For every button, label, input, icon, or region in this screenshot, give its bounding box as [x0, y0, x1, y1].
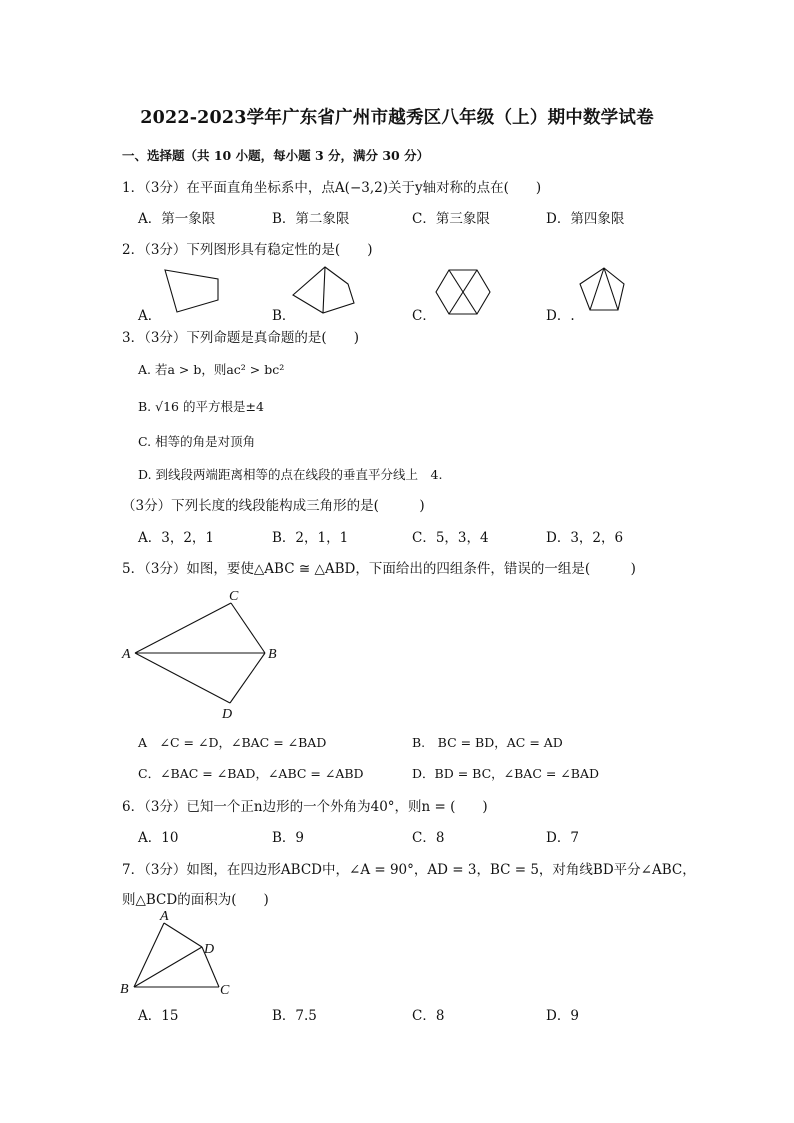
- question-5-option-a[interactable]: A ∠C = ∠D，∠BAC = ∠BAD: [138, 735, 327, 750]
- question-1-option-a[interactable]: A．第一象限: [138, 211, 216, 227]
- question-7-quadrilateral-figure: [112, 905, 242, 1000]
- question-1-option-d[interactable]: D．第四象限: [546, 211, 625, 227]
- question-6-option-a[interactable]: A．10: [138, 830, 179, 846]
- q7-label-b: B: [120, 982, 129, 997]
- q7-label-a: A: [160, 909, 169, 924]
- question-5-option-c[interactable]: C．∠BAC = ∠BAD，∠ABC = ∠ABD: [138, 766, 364, 781]
- question-4-option-c[interactable]: C．5，3，4: [412, 530, 489, 546]
- question-6-stem: 6．（3分）已知一个正n边形的一个外角为40°，则n = ( ): [122, 799, 488, 815]
- q5-label-a: A: [122, 647, 131, 662]
- question-2-option-c[interactable]: C．: [412, 308, 436, 324]
- question-2-option-b[interactable]: B．: [272, 308, 296, 324]
- question-2-option-a[interactable]: A．: [138, 308, 162, 324]
- pentagon-two-diagonals-figure: [572, 262, 632, 320]
- q5-label-c: C: [229, 589, 239, 604]
- question-5-option-d[interactable]: D．BD = BC，∠BAC = ∠BAD: [412, 766, 600, 781]
- question-1-option-c[interactable]: C．第三象限: [412, 211, 490, 227]
- question-4-stem: （3分）下列长度的线段能构成三角形的是( ): [122, 498, 425, 514]
- question-7-option-c[interactable]: C．8: [412, 1008, 445, 1024]
- question-6-option-d[interactable]: D．7: [546, 830, 579, 846]
- q5-label-b: B: [268, 647, 277, 662]
- question-6-option-c[interactable]: C．8: [412, 830, 445, 846]
- question-2-option-d[interactable]: D．.: [546, 308, 575, 324]
- question-5-kite-figure: [115, 582, 295, 722]
- question-3-option-b[interactable]: B. √16 的平方根是±4: [138, 399, 264, 414]
- question-4-option-b[interactable]: B．2，1，1: [272, 530, 349, 546]
- section-heading: 一、选择题（共 10 小题，每小题 3 分，满分 30 分）: [122, 148, 430, 163]
- question-6-option-b[interactable]: B．9: [272, 830, 305, 846]
- question-7-option-a[interactable]: A．15: [138, 1008, 179, 1024]
- q5-label-d: D: [222, 707, 233, 722]
- q7-label-c: C: [220, 983, 230, 998]
- question-5-stem: 5．（3分）如图，要使△ABC ≅ △ABD，下面给出的四组条件，错误的一组是( ): [122, 561, 636, 577]
- question-4-option-d[interactable]: D．3，2，6: [546, 530, 624, 546]
- question-3-option-c[interactable]: C. 相等的角是对顶角: [138, 434, 256, 449]
- question-3-stem: 3．（3分）下列命题是真命题的是( ): [122, 330, 359, 346]
- q7-label-d: D: [204, 942, 215, 957]
- question-1-option-b[interactable]: B．第二象限: [272, 211, 350, 227]
- question-7-stem-line2: 则△BCD的面积为( ): [122, 892, 269, 908]
- question-7-option-d[interactable]: D．9: [546, 1008, 579, 1024]
- page-title: 2022-2023学年广东省广州市越秀区八年级（上）期中数学试卷: [140, 108, 654, 128]
- question-5-option-b[interactable]: B. BC = BD，AC = AD: [412, 735, 563, 750]
- question-7-stem: 7．（3分）如图，在四边形ABCD中，∠A = 90°，AD = 3，BC = 5，对角线BD平分∠ABC，: [122, 862, 696, 878]
- question-4-option-a[interactable]: A．3，2，1: [138, 530, 215, 546]
- pentagon-one-diagonal-figure: [285, 258, 365, 320]
- question-7-option-b[interactable]: B．7.5: [272, 1008, 317, 1024]
- question-3-option-d[interactable]: D. 到线段两端距离相等的点在线段的垂直平分线上 4.: [138, 467, 443, 482]
- hexagon-diagonals-figure: [430, 262, 500, 320]
- question-3-option-a[interactable]: A. 若a > b，则ac² > bc²: [138, 362, 285, 377]
- question-2-stem: 2．（3分）下列图形具有稳定性的是( ): [122, 242, 373, 258]
- quadrilateral-figure: [150, 260, 230, 320]
- question-1-stem: 1．（3分）在平面直角坐标系中，点A(−3,2)关于y轴对称的点在( ): [122, 180, 542, 196]
